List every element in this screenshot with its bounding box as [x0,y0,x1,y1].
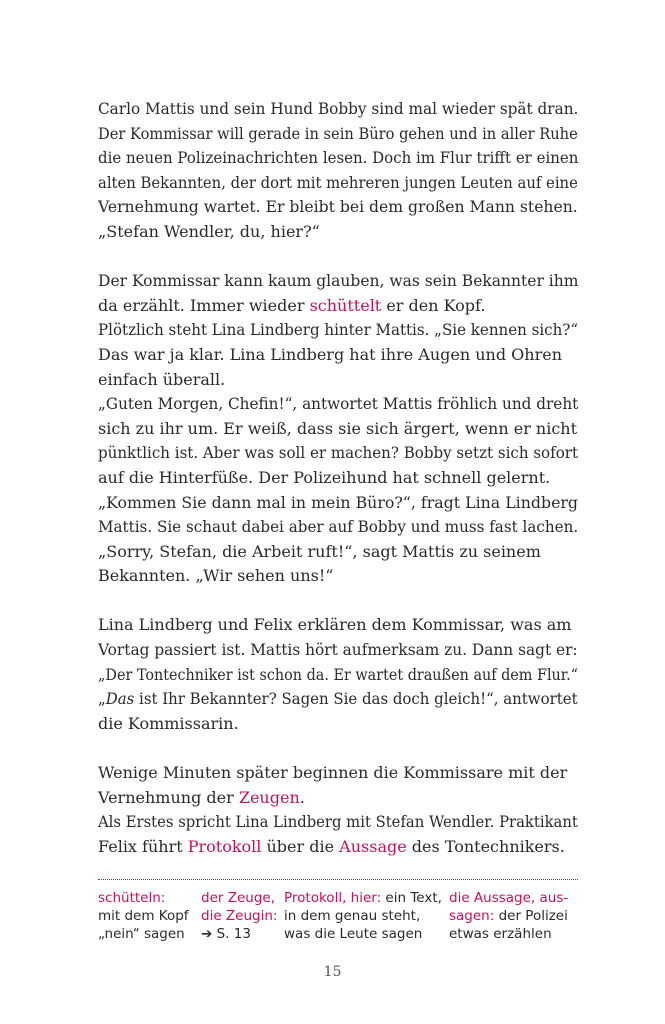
text-line [98,417,578,442]
text-line [98,564,578,589]
text-segment: einfach überall. [98,369,226,389]
highlighted-term: Aussage [339,836,407,856]
text-segment: Vernehmung der [98,787,239,807]
text-segment: Das war ja klar. Lina Lindberg hat ihre Augen und Ohren [98,344,563,364]
text-segment: mit dem Kopf [98,908,189,924]
glossary-line [98,925,189,943]
highlighted-term: die Zeugin: [201,908,278,924]
highlighted-term: Zeugen [238,787,300,807]
story-text [98,97,578,884]
text-line [98,638,578,663]
text-segment: etwas erzählen [449,926,552,942]
emphasis-text: Das [105,689,135,709]
text-segment: Wenige Minuten später beginnen die Kommissare mit der [98,763,568,783]
highlighted-term: Protokoll [187,836,262,856]
glossary-entry [98,889,189,943]
text-line [98,269,579,294]
text-segment: pünktlich ist. Aber was soll er machen? Bobby setzt sich sofort [98,443,579,463]
glossary-divider [98,879,578,880]
text-segment: Vortag passiert ist. Mattis hört aufmerksam zu. Dann sagt er: [98,640,578,660]
text-segment: „Sorry, Stefan, die Arbeit ruft!“, sagt Mattis zu seinem [98,541,541,561]
text-line [98,663,578,688]
glossary-entry [284,889,442,943]
text-segment: was die Leute sagen [284,926,423,942]
glossary-entry [201,889,277,943]
text-line [98,146,579,171]
text-line [98,171,578,196]
text-line [98,195,578,220]
text-line [98,613,578,638]
glossary-line [449,889,568,907]
text-segment: über die [261,836,340,856]
text-segment: Lina Lindberg und Felix erklären dem Kommissar, was am [98,615,572,635]
glossary-line [284,889,442,907]
text-segment: „Kommen Sie dann mal in mein Büro?“, fragt Lina Lindberg [98,492,579,512]
text-segment: Der Kommissar will gerade in sein Büro gehen und in aller Ruhe [98,123,578,143]
glossary-line [201,889,277,907]
text-segment: „Guten Morgen, Chefin!“, antwortet Mattis fröhlich und dreht [98,394,579,414]
text-segment: Bekannten. „Wir sehen uns!“ [98,566,334,586]
text-segment: „ [98,689,106,709]
text-line [98,687,578,712]
text-segment: ➔ S. 13 [201,926,251,942]
text-segment: „Der Tontechniker ist schon da. Er wartet draußen auf dem Flur.“ [98,664,578,684]
text-segment: Der Kommissar kann kaum glauben, was sein Bekannter ihm [98,271,579,291]
text-line [98,220,578,245]
page-number: 15 [323,964,342,980]
highlighted-term: schütteln: [98,890,166,906]
glossary-line [201,907,277,925]
text-line [98,810,578,835]
glossary-line [449,907,568,925]
text-segment: Als Erstes spricht Lina Lindberg mit Stefan Wendler. Praktikant [98,812,578,832]
text-segment: sich zu ihr um. Er weiß, dass sie sich ärgert, wenn er nicht [98,418,578,438]
text-segment: in dem genau steht, [284,908,421,924]
text-segment: Plötzlich steht Lina Lindberg hinter Mattis. „Sie kennen sich?“ [98,320,579,340]
text-line [98,441,579,466]
text-segment: des Tontechnikers. [406,836,565,856]
glossary-line [201,925,277,943]
text-line [98,122,578,147]
highlighted-term: die Aussage, aus- [449,890,569,906]
text-segment: Carlo Mattis und sein Hund Bobby sind mal wieder spät dran. [98,99,579,118]
text-line [98,515,579,540]
text-segment: ist Ihr Bekannter? Sagen Sie das doch gleich!“, antwortet [134,689,578,709]
paragraph [98,269,578,589]
text-line [98,294,578,319]
text-line [98,97,579,122]
glossary-line [284,907,442,925]
text-segment: ein Text, [381,890,442,906]
text-segment: . [299,787,305,807]
glossary-line [98,889,189,907]
text-line [98,392,579,417]
highlighted-term: der Zeuge, [201,890,275,906]
paragraph [98,761,578,859]
glossary-line [98,907,189,925]
text-segment: Mattis. Sie schaut dabei aber auf Bobby und muss fast lachen. [98,517,579,537]
text-segment: „Stefan Wendler, du, hier?“ [98,221,320,241]
text-segment: die Kommissarin. [98,713,239,733]
text-line [98,786,578,811]
text-segment: auf die Hinterfüße. Der Polizeihund hat schnell gelernt. [98,467,551,487]
text-line [98,761,578,786]
text-segment: da erzählt. Immer wieder [98,295,310,315]
glossary [98,889,578,949]
text-line [98,368,578,393]
text-segment: „nein“ sagen [98,926,185,942]
glossary-line [284,925,442,943]
text-segment: alten Bekannten, der dort mit mehreren jungen Leuten auf eine [98,172,578,192]
text-line [98,466,578,491]
text-line [98,540,578,565]
text-segment: Vernehmung wartet. Er bleibt bei dem großen Mann stehen. [98,197,578,217]
text-segment: Felix führt [98,836,188,856]
glossary-entry [449,889,568,943]
highlighted-term: sagen: [449,908,495,924]
glossary-line [449,925,568,943]
highlighted-term: Protokoll, hier: [284,890,382,906]
text-line [98,343,578,368]
highlighted-term: schüttelt [309,295,382,315]
text-segment: der Polizei [494,908,568,924]
text-segment: die neuen Polizeinachrichten lesen. Doch im Flur trifft er einen [98,148,579,168]
text-segment: er den Kopf. [381,295,486,315]
paragraph [98,613,578,736]
text-line [98,712,578,737]
text-line [98,835,578,860]
text-line [98,318,579,343]
paragraph [98,97,578,245]
text-line [98,491,579,516]
